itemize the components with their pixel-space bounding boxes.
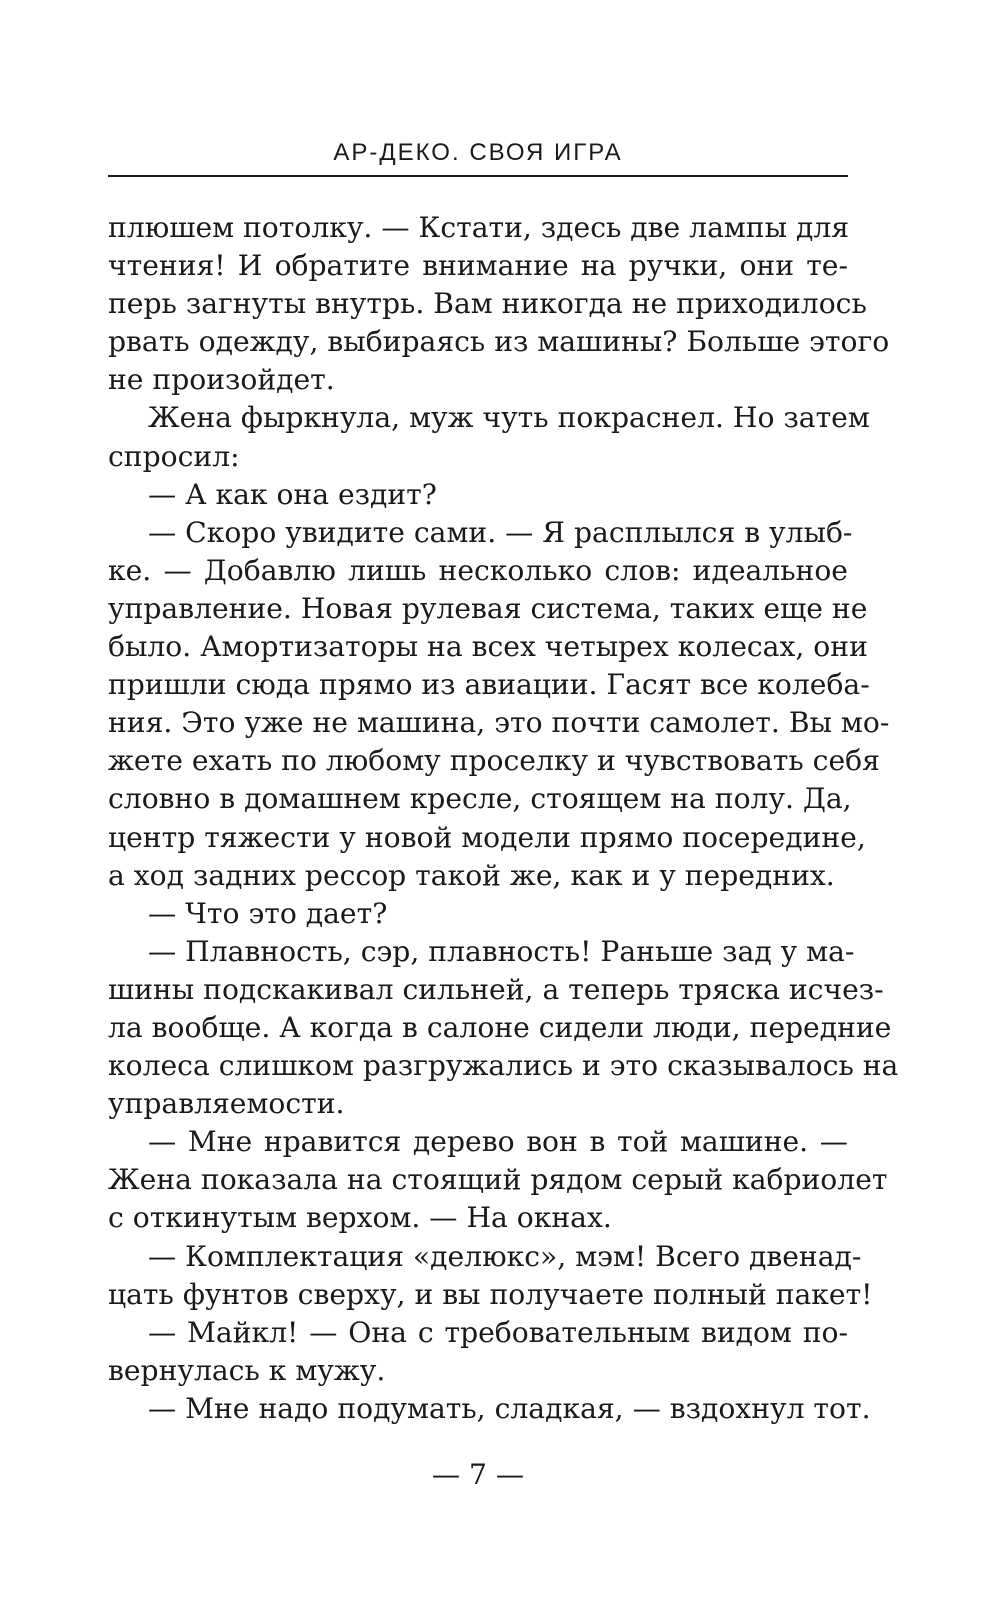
text-line: пришли сюда прямо из авиации. Гасят все колеба-: [108, 668, 870, 702]
text-line: колеса слишком разгружались и это сказывалось на: [108, 1049, 899, 1083]
text-line: словно в домашнем кресле, стоящем на полу. Да,: [108, 782, 852, 816]
text-line: ния. Это уже не машина, это почти самолет. Вы мо-: [108, 706, 890, 740]
text-line: спросил:: [108, 439, 240, 473]
text-line: цать фунтов сверху, и вы получаете полный пакет!: [108, 1277, 873, 1311]
text-line: плюшем потолку. — Кстати, здесь две лампы для: [108, 211, 850, 244]
text-line: управление. Новая рулевая система, таких еще не: [108, 591, 868, 625]
body-text: [108, 209, 899, 1428]
text-line: перь загнуты внутрь. Вам никогда не приходилось: [108, 287, 867, 321]
text-line: а ход задних рессор такой же, как и у передних.: [108, 858, 835, 892]
text-line: ла вообще. А когда в салоне сидели люди, передние: [108, 1010, 892, 1044]
text-line: — Плавность, сэр, плавность! Раньше зад у ма-: [148, 934, 855, 968]
text-line: Жена показала на стоящий рядом серый кабриолет: [108, 1163, 888, 1197]
text-line: было. Амортизаторы на всех четырех колесах, они: [108, 630, 868, 664]
text-line: шины подскакивал сильней, а теперь тряска исчез-: [108, 972, 884, 1006]
header-divider: [108, 175, 848, 177]
text-line: с откинутым верхом. — На окнах.: [108, 1201, 612, 1235]
text-line: — Мне нравится дерево вон в той машине. —: [148, 1125, 848, 1159]
text-line: центр тяжести у новой модели прямо посередине,: [108, 820, 866, 854]
text-line: ке. — Добавлю лишь несколько слов: идеальное: [108, 553, 848, 587]
text-line: Жена фыркнула, муж чуть покраснел. Но затем: [148, 401, 870, 435]
page-number: — 7 —: [431, 1458, 525, 1491]
text-line: — Мне надо подумать, сладкая, — вздохнул тот.: [148, 1391, 871, 1425]
text-line: не произойдет.: [108, 363, 335, 397]
running-header: АР-ДЕКО. СВОЯ ИГРА: [333, 139, 623, 166]
text-line: жете ехать по любому проселку и чувствовать себя: [108, 744, 880, 778]
text-line: управляемости.: [108, 1087, 345, 1121]
text-line: рвать одежду, выбираясь из машины? Больше этого: [108, 325, 890, 359]
text-line: вернулась к мужу.: [108, 1353, 386, 1387]
text-line: — Комплектация «делюкс», мэм! Всего двенад-: [148, 1239, 862, 1273]
text-line: — Скоро увидите сами. — Я расплылся в улыб-: [148, 515, 853, 549]
text-line: чтения! И обратите внимание на ручки, они те-: [108, 249, 848, 283]
text-line: — Майкл! — Она с требовательным видом по-: [148, 1315, 848, 1349]
text-line: — Что это дает?: [148, 896, 388, 930]
text-line: — А как она ездит?: [148, 477, 437, 511]
